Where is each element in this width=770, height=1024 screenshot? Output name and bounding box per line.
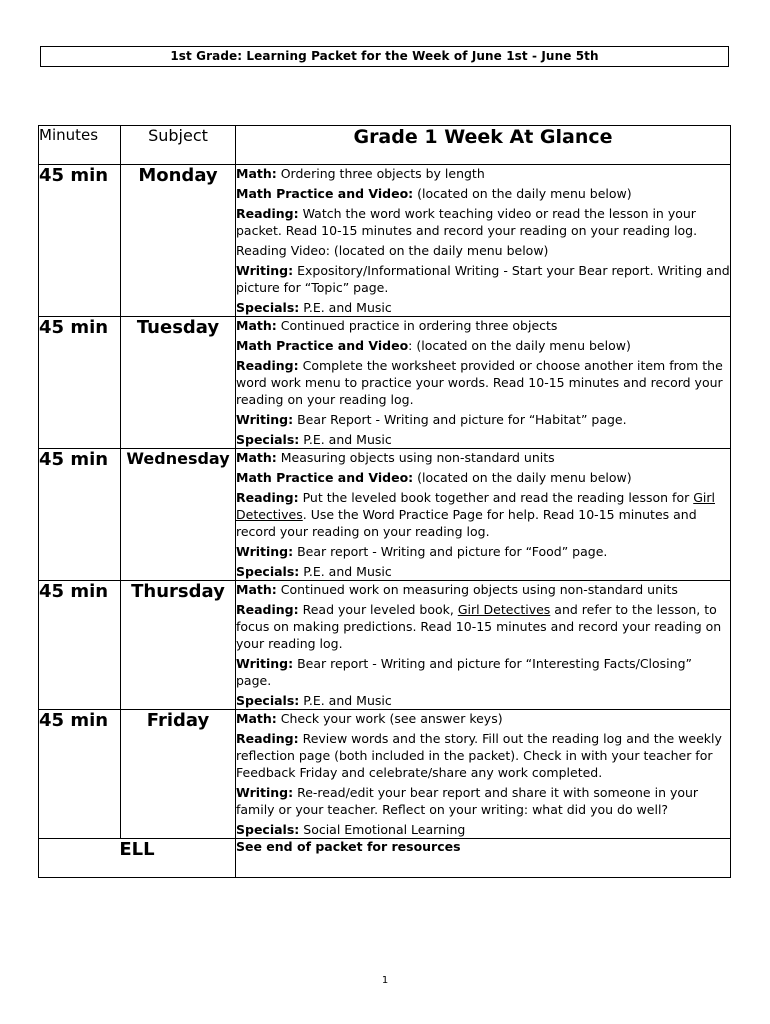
week-at-glance-table [38,125,731,878]
task-label: Specials: [236,300,300,315]
day-name-cell: Wednesday [121,449,236,581]
task-text: Read your leveled book, [298,602,458,617]
task-text: P.E. and Music [299,693,392,708]
task-text: (located on the daily menu below) [413,186,632,201]
task-text: Put the leveled book together and read the reading lesson for [298,490,694,505]
task-label: Math: [236,166,277,181]
task-item [236,262,730,296]
task-item [236,601,730,652]
minutes-cell: 45 min [39,710,121,839]
task-text: Complete the worksheet provided or choose another item from the word work menu to practice your words. Read 10-15 minutes and record your reading on your reading log. [236,358,723,407]
task-item [236,431,730,448]
task-item [236,489,730,540]
task-text: Measuring objects using non-standard units [276,450,555,465]
minutes-cell: 45 min [39,317,121,449]
task-label: Reading: [236,206,299,221]
task-label: Specials: [236,693,300,708]
task-label: Writing: [236,656,294,671]
task-item [236,317,730,334]
task-text-continued: and refer to the lesson, to focus on making predictions. Read 10-15 minutes and record your reading on your reading log. [236,602,722,651]
task-item [236,411,730,428]
task-item [236,543,730,560]
task-text: P.E. and Music [299,432,392,447]
page-number: 1 [381,975,389,986]
tasks-cell [236,317,731,449]
task-label: Reading: [236,731,299,746]
task-item [236,563,730,580]
task-item [236,185,730,202]
tasks-cell [236,710,731,839]
minutes-cell: 45 min [39,581,121,710]
task-text: Review words and the story. Fill out the reading log and the weekly reflection page (both included in the packet). Check in with your teacher for Feedback Friday and celebrate/share any work completed. [236,731,722,780]
day-row [39,449,731,581]
day-name-cell: Monday [121,165,236,317]
task-text: Social Emotional Learning [299,822,466,837]
task-text: Watch the word work teaching video or read the lesson in your packet. Read 10-15 minutes and record your reading on your reading log. [236,206,698,238]
book-title: Girl Detectives [236,490,715,522]
task-text: P.E. and Music [299,300,392,315]
task-text: Continued practice in ordering three objects [276,318,558,333]
task-text: Continued work on measuring objects using non-standard units [276,582,678,597]
task-text: Check your work (see answer keys) [276,711,503,726]
tasks-cell [236,165,731,317]
task-label: Writing: [236,263,294,278]
task-item [236,449,730,466]
task-label: Specials: [236,432,300,447]
task-text: Reading Video: (located on the daily menu below) [236,243,549,258]
day-name-cell: Thursday [121,581,236,710]
task-item [236,299,730,316]
ell-row [39,839,731,878]
book-title: Girl Detectives [457,602,551,617]
task-item [236,784,730,818]
task-text-continued: . Use the Word Practice Page for help. Read 10-15 minutes and record your reading on your reading log. [236,507,697,539]
day-rows [39,165,731,839]
task-text: Bear report - Writing and picture for “Food” page. [293,544,608,559]
task-item [236,165,730,182]
task-item [236,692,730,709]
task-label: Specials: [236,822,300,837]
ell-note: See end of packet for resources [236,839,731,878]
minutes-cell: 45 min [39,449,121,581]
task-item [236,469,730,486]
subject-column-header: Subject [121,126,236,165]
ell-label: ELL [39,839,236,878]
task-label: Reading: [236,602,299,617]
day-name-cell: Friday [121,710,236,839]
task-item [236,710,730,727]
task-text: : (located on the daily menu below) [408,338,631,353]
task-label: Math: [236,711,277,726]
task-item [236,357,730,408]
task-item [236,337,730,354]
minutes-column-header: Minutes [39,126,121,165]
task-label: Math: [236,318,277,333]
task-label: Math: [236,450,277,465]
task-item [236,821,730,838]
task-item [236,730,730,781]
task-item [236,242,730,259]
day-row [39,581,731,710]
task-label: Writing: [236,785,294,800]
task-label: Math Practice and Video [236,338,409,353]
task-text: Bear Report - Writing and picture for “Habitat” page. [293,412,627,427]
task-item [236,655,730,689]
task-text: Re-read/edit your bear report and share it with someone in your family or your teacher. Reflect on your writing: what did you do well? [236,785,699,817]
task-label: Math Practice and Video: [236,186,414,201]
day-name-cell: Tuesday [121,317,236,449]
task-label: Writing: [236,412,294,427]
header-row [39,126,731,165]
task-label: Reading: [236,358,299,373]
task-label: Math Practice and Video: [236,470,414,485]
task-text: Ordering three objects by length [276,166,485,181]
day-row [39,317,731,449]
tasks-cell [236,449,731,581]
glance-column-header: Grade 1 Week At Glance [236,126,731,165]
task-item [236,205,730,239]
task-label: Reading: [236,490,299,505]
task-text: P.E. and Music [299,564,392,579]
task-text: Bear report - Writing and picture for “Interesting Facts/Closing” page. [236,656,692,688]
day-row [39,165,731,317]
tasks-cell [236,581,731,710]
task-text: Expository/Informational Writing - Start your Bear report. Writing and picture for “Topic” page. [236,263,730,295]
day-row [39,710,731,839]
minutes-cell: 45 min [39,165,121,317]
task-text: (located on the daily menu below) [413,470,632,485]
task-label: Specials: [236,564,300,579]
page-title: 1st Grade: Learning Packet for the Week of June 1st - June 5th [40,46,729,67]
task-label: Writing: [236,544,294,559]
task-label: Math: [236,582,277,597]
task-item [236,581,730,598]
